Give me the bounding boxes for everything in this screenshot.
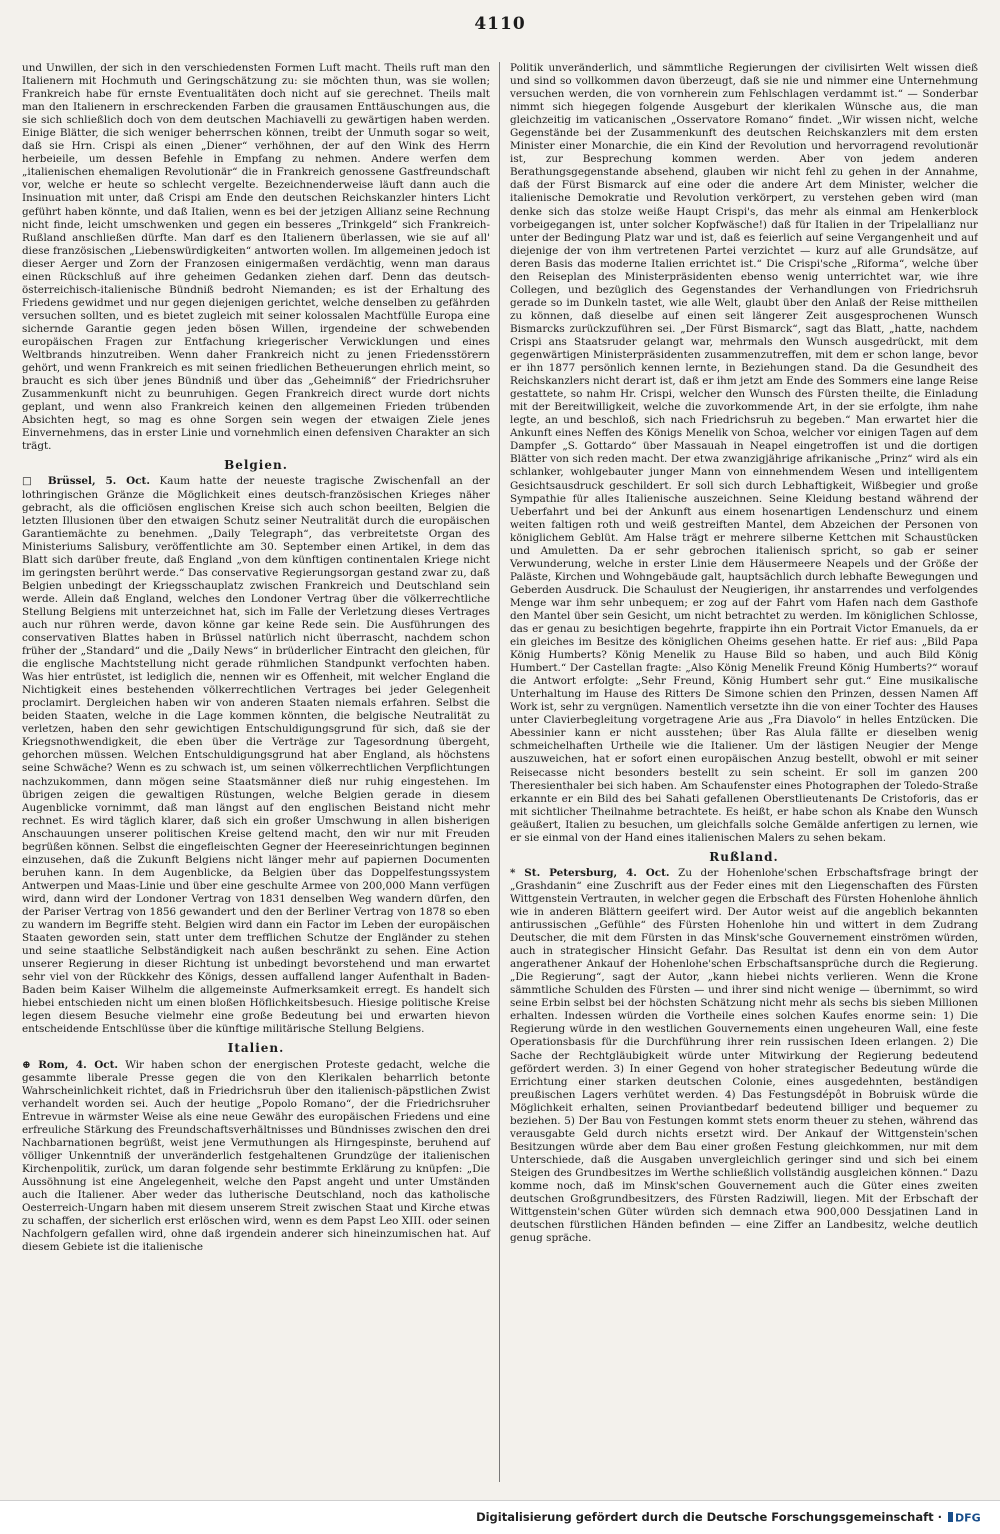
section-heading-belgien: Belgien. <box>224 458 288 473</box>
left-column <box>22 62 500 1482</box>
italien-text: Wir haben schon der energischen Proteste gedacht, welche die gesammte liberale Presse gegen die von den Klerikalen beharrlich betonte Wahrscheinlichkeit richtet, daß in Friedrichsruh über den italienisch-päpstlichen Zwist verhandelt worden sei. Auch der heutige „Popolo Romano“, der die Friedrichsruher Entrevue in wärmster Weise als eine neue Gewähr des europäischen Friedens und eine erfreuliche Stärkung des Freundschaftsverhältnisses und Bündnisses zwischen den drei Nachbarnationen begrüßt, weist jene Vermuthungen als Hirngespinste, beruhend auf völliger Unkenntniß der unveränderlich festgehaltenen Grundzüge der italienischen Kirchenpolitik, zurück, um daran folgende sehr bestimmte Erklärung zu knüpfen: „Die Aussöhnung ist eine Angelegenheit, welche den Papst angeht und unter Umständen auch die Italiener. Aber weder das lutherische Deutschland, noch das katholische Oesterreich-Ungarn haben mit diesem unserem Streit zwischen Staat und Kirche etwas zu schaffen, der sicherlich erst erlöschen wird, wenn es dem Papst Leo XIII. oder seinen Nachfolgern gefallen wird, ohne daß irgendein anderer sich hineinzumischen hat. Auf diesem Gebiete ist die italienische <box>22 1058 490 1254</box>
dfg-logo-icon <box>948 1509 986 1525</box>
belgien-article <box>22 475 490 1036</box>
right-column <box>500 62 978 1482</box>
page-number: 4110 <box>474 14 526 34</box>
article-columns <box>22 62 978 1482</box>
belgien-text: Kaum hatte der neueste tragische Zwischenfall an der lothringischen Gränze die Möglichkeit eines deutsch-französischen Krieges näher gebracht, als die officiösen englischen Kreise sich auch schon beeilten, Belgien die letzten Illusionen über den etwaigen Schutz seiner Neutralität durch die europäischen Garantiemächte zu benehmen. „Daily Telegraph“, das verbreitetste Organ des Ministeriums Salisbury, veröffentlichte am 30. September einen Artikel, in dem das Blatt sich darüber freute, daß England „von dem künftigen continentalen Kriege nicht im geringsten berührt werde.“ Das conservative Regierungsorgan gestand zwar zu, daß Belgien unbedingt der Kriegsschauplatz zwischen Frankreich und Deutschland sein werde. Allein daß England, welches den Londoner Vertrag über die völkerrechtliche Stellung Belgiens mit unterzeichnet hat, sich im Falle der Verletzung dieses Vertrages auch nur rühren werde, davon könne gar keine Rede sein. Die Ausführungen des conservativen Blattes haben in Brüssel natürlich nicht überrascht, nachdem schon früher der „Standard“ und die „Daily News“ in brüderlicher Eintracht den gleichen, für die englische Machtstellung nicht gerade rühmlichen Standpunkt verfochten haben. Was hier entrüstet, ist lediglich die, nennen wir es Offenheit, mit welcher England die Nichtigkeit eines bestehenden völkerrechtlichen Vertrages bei jeder Gelegenheit proclamirt. Dergleichen haben wir von anderen Staaten niemals erfahren. Selbst die beiden Staaten, welche in die Lage kommen könnten, die belgische Neutralität zu verletzen, haben den sehr gewichtigen Entschuldigungsgrund für sich, daß sie der Kriegsnothwendigkeit, die eben über die Verträge zur Tagesordnung übergeht, gehorchen müssen. Welchen Entschuldigungsgrund hat aber England, als höchstens seine Schwäche? Wenn es zu schwach ist, um seinen völkerrechtlichen Verpflichtungen nachzukommen, dann mögen seine Staatsmänner dieß nur ruhig eingestehen. Im übrigen zeigen die gewaltigen Rüstungen, welche Belgien gerade in diesem Augenblicke vornimmt, daß man längst auf den englischen Beistand nicht mehr rechnet. Es wird täglich klarer, daß sich ein großer Umschwung in allen bisherigen Anschauungen unserer politischen Kreise geltend macht, den wir nur mit Freuden begrüßen können. Selbst die eingefleischten Gegner der Heereseinrichtungen beginnen einzusehen, daß die Zukunft Belgiens nicht länger mehr auf papiernen Documenten beruhen kann. In dem Augenblicke, da Belgien über das Doppelfestungssystem Antwerpen und Maas-Linie und über eine geschulte Armee von 200,000 Mann verfügen wird, dann wird der Londoner Vertrag von 1831 denselben Weg wandern dürfen, den der Pariser Vertrag von 1856 gewandert und den der Berliner Vertrag von 1878 so eben zu wandern im Begriffe steht. Belgien wird dann ein Factor im Leben der europäischen Staaten geworden sein, statt unter dem trefflichen Schutze der Engländer zu stehen und seine staatliche Selbständigkeit nach außen beschränkt zu sehen. Eine Action unserer Regierung in dieser Richtung ist unbedingt bevorstehend und man erwartet sehr viel von der Rückkehr des Königs, dessen auffallend langer Aufenthalt in Baden-Baden beim Kaiser Wilhelm die allgemeinste Aufmerksamkeit erregt. Es handelt sich hiebei entschieden nicht um einen bloßen Höflichkeitsbesuch. Hiesige politische Kreise legen diesem Besuche vielmehr eine große Bedeutung bei und erwarten hievon entscheidende Entschlüsse über die künftige militärische Stellung Belgiens. <box>22 475 490 1036</box>
section-heading-italien: Italien. <box>227 1041 285 1056</box>
footer-credit: Digitalisierung gefördert durch die Deutsche Forschungsgemeinschaft · <box>476 1510 942 1524</box>
belgien-dateline: □ Brüssel, 5. Oct. <box>22 475 150 488</box>
section-heading-russland: Rußland. <box>709 849 779 864</box>
digitization-footer <box>0 1500 1000 1534</box>
intro-paragraph: und Unwillen, der sich in den verschiedensten Formen Luft macht. Theils ruft man den Italienern mit Hochmuth und Geringschätzung zu: sie möchten thun, was sie wollen; Frankreich habe für ernste Eventualitäten doch nicht auf sie gerechnet. Theils malt man den Italienern in erschreckenden Farben die grausamen Enttäuschungen aus, die sie sich schließlich doch von dem deutschen Machiavelli zu gewärtigen haben werden. Einige Blätter, die sich weniger beherrschen können, treibt der Unmuth sogar so weit, daß sie Hrn. Crispi als einen „Diener“ verhöhnen, der auf den Wink des Herrn herbeieile, um dessen Befehle in Empfang zu nehmen. Andere werfen dem „italienischen ehemaligen Revolutionär“ die in Frankreich genossene Gastfreundschaft vor, welche er heute so schlecht vergelte. Bezeichnenderweise läuft dann auch die Insinuation mit unter, daß Crispi am Ende den deutschen Reichskanzler hinters Licht geführt haben könnte, und daß Italien, wenn es bei der jetzigen Allianz seine Rechnung nicht finde, leicht umschwenken und gegen ein besseres „Trinkgeld“ sich Frankreich-Rußland anschließen dürfte. Man darf es den Italienern überlassen, wie sie auf all' diese französischen „Liebenswürdigkeiten“ antworten wollen. Im allgemeinen jedoch ist dieser Aerger und Zorn der Franzosen einigermaßen verdächtig, wenn man daraus einen Rückschluß auf ihre geheimen Gedanken ziehen darf. Denn das deutsch-österreichisch-italienische Bündniß bedroht Niemanden; es ist der Erhaltung des Friedens gewidmet und nur gegen diejenigen gerichtet, welche denselben zu gefährden versuchen sollten, und es bietet zugleich mit seiner kolossalen Machtfülle Europa eine sichernde Garantie gegen jeden bösen Willen, irgendeine der schwebenden europäischen Fragen zur Entfachung kriegerischer Verwicklungen und eines Weltbrands hinzutreiben. Wenn daher Frankreich nicht zu jenen Friedensstörern gehört, und wenn Frankreich es mit seinen friedlichen Betheuerungen ehrlich meint, so braucht es sich über jenes Bündniß und über das „Geheimniß“ der Friedrichsruher Zusammenkunft nicht zu beunruhigen. Gegen Frankreich direct wurde dort nichts geplant, und wenn also Frankreich keinen den allgemeinen Frieden trübenden Absichten hegt, so mag es ohne Sorgen sein wegen der etwaigen Ziele jenes Einvernehmens, das in erster Linie und vornehmlich einen defensiven Charakter an sich trägt. <box>22 62 490 453</box>
italien-article <box>22 1059 490 1255</box>
russland-article <box>510 867 978 1245</box>
svg-text:DFG: DFG <box>955 1511 981 1525</box>
russland-text: Zu der Hohenlohe'schen Erbschaftsfrage bringt der „Grashdanin“ eine Zuschrift aus der Feder eines mit den Liegenschaften des Fürsten Wittgenstein Vertrauten, in welcher gegen die Erbschaft des Fürsten Hohenlohe ähnlich wie in anderen Blättern geeifert wird. Der Autor weist auf die angeblich bekannten antirussischen „Gefühle“ des Fürsten Hohenlohe hin und wittert in dem Zudrang Deutscher, die mit dem Fürsten in das Minsk'sche Gouvernement einströmen würden, auch in strategischer Hinsicht Gefahr. Das Resultat ist denn ein von dem Autor angerathener Ankauf der Hohenlohe'schen Erbschaftsansprüche durch die Regierung. „Die Regierung“, sagt der Autor, „kann hiebei nichts verlieren. Wenn die Krone sämmtliche Schulden des Fürsten — und ihrer sind nicht wenige — übernimmt, so wird seine Erbin selbst bei der höchsten Schätzung nicht mehr als sechs bis sieben Millionen erhalten. Indessen würden die Vortheile eines solchen Kaufes enorme sein: 1) Die Regierung würde in den westlichen Gouvernements einen ungeheuren Wall, eine feste Operationsbasis für die Durchführung ihrer rein russischen Ideen erlangen. 2) Die Sache der Rechtgläubigkeit würde unter Mitwirkung der Regierung bedeutend gefördert werden. 3) In einer Gegend von hoher strategischer Bedeutung würde die Errichtung einer starken deutschen Colonie, eines ausgedehnten, beständigen preußischen Lagers verhütet werden. 4) Das Festungsdépôt in Bobruisk würde die Möglichkeit erhalten, seinen Proviantbedarf bedeutend billiger und bequemer zu beziehen. 5) Der Bau von Festungen kommt stets enorm theuer zu stehen, während das verausgabte Geld durch nichts ersetzt wird. Der Ankauf der Wittgenstein'schen Besitzungen würde aber dem Bau einer großen Festung gleichkommen, nur mit dem Unterschiede, daß die Ausgaben unvergleichlich geringer sind und sich bei einem Steigen des Grundbesitzes im Werthe schließlich vollständig ausgleichen können.“ Dazu komme noch, daß im Minsk'schen Gouvernement auch die Güter eines zweiten deutschen Großgrundbesitzers, des Fürsten Radziwill, liegen. Mit der Erbschaft der Wittgenstein'schen Güter würden sich demnach etwa 900,000 Dessjatinen Land in deutschen fürstlichen Händen befinden — eine Ziffer an Landbesitz, welche deutlich genug spräche. <box>510 866 978 1245</box>
italien-dateline: ⊕ Rom, 4. Oct. <box>22 1058 119 1071</box>
russland-dateline: * St. Petersburg, 4. Oct. <box>510 866 670 879</box>
italien-continuation: Politik unveränderlich, und sämmtliche Regierungen der civilisirten Welt wissen dieß und sind so vollkommen davon überzeugt, daß sie nie und nimmer eine Unternehmung versuchen werden, die von vornherein zum Fehlschlagen verdammt ist.“ — Sonderbar nimmt sich hiegegen folgende Ausgeburt der klerikalen Wünsche aus, die man gleichzeitig im vaticanischen „Osservatore Romano“ findet. „Wir wissen nicht, welche Gegenstände bei der Zusammenkunft des deutschen Reichskanzlers mit dem ersten Minister einer Monarchie, die ein Kind der Revolution und hervorragend revolutionär ist, zur Besprechung kommen werden. Aber von jedem anderen Berathungsgegenstande absehend, glauben wir nicht fehl zu gehen in der Annahme, daß der Fürst Bismarck auf eine oder die andere Art dem Minister, welcher die italienische Demokratie und Revolution verkörpert, zu verstehen geben wird (man denke sich das stolze weiße Haupt Crispi's, das mehr als einmal am Henkerblock vorbeigegangen ist, unter solcher Kopfwäsche!) daß für Italien in der Tripelallianz nur unter der Bedingung Platz war und ist, daß es feierlich auf seine Vergangenheit und auf diejenige der von ihm vertretenen Partei verzichtet — kurz auf alle Grundsätze, auf deren Basis das moderne Italien errichtet ist.“ Die Crispi'sche „Riforma“, welche über den Reiseplan des Ministerpräsidenten ebenso wenig unterrichtet war, wie ihre Collegen, und bezüglich des Gegenstandes der Verhandlungen von Friedrichsruh gerade so im Dunkeln tastet, wie alle Welt, glaubt über den Anlaß der Reise mittheilen zu können, daß dieselbe auf einen seit längerer Zeit ausgesprochenen Wunsch Bismarcks zurückzuführen sei. „Der Fürst Bismarck“, sagt das Blatt, „hatte, nachdem Crispi ans Staatsruder gelangt war, mehrmals den Wunsch ausgedrückt, mit dem gegenwärtigen Ministerpräsidenten zusammenzutreffen, mit dem er schon lange, bevor er ihn 1877 persönlich kennen lernte, in Beziehungen stand. Da die Gesundheit des Reichskanzlers nicht derart ist, daß er ihm jetzt am Ende des Sommers eine lange Reise gestattete, so nahm Hr. Crispi, welcher den Wunsch des Fürsten theilte, die Einladung mit der Bereitwilligkeit, welche die zuvorkommende Art, in der sie erfolgte, ihm nahe legte, an und beschloß, sich nach Friedrichsruh zu begeben.“ Man erwartet hier die Ankunft eines Neffen des Königs Menelik von Schoa, welcher vor einigen Tagen auf dem Dampfer „S. Gottardo“ über Massauah in Neapel eingetroffen ist und die dortigen Blätter von sich reden macht. Der etwa zwanzigjährige afrikanische „Prinz“ wird als ein schlanker, wohlgebauter junger Mann von einnehmendem Wesen und intelligentem Gesichtsausdruck geschildert. Er soll sich durch Lebhaftigkeit, Wißbegier und große Sympathie für alles Italienische auszeichnen. Seine Kleidung bestand während der Ueberfahrt und bei der Ankunft aus einem hosenartigen Lendenschurz und einem weiten faltigen roth und weiß gestreiften Mantel, dem Abzeichen der Personen von königlichem Geblüt. Am Halse trägt er mehrere silberne Kettchen mit Schaustücken und Amuletten. Da er sehr gebrochen italienisch spricht, so gab er seiner Verwunderung, welche in erster Linie dem Häusermeere Neapels und der Größe der Paläste, Kirchen und Wohngebäude galt, hauptsächlich durch lebhafte Bewegungen und Geberden Ausdruck. Die Schaulust der Neugierigen, ihr anstarrendes und verfolgendes Menge war ihm sehr unbequem; er zog auf der Fahrt vom Hafen nach dem Gasthofe den Mantel über sein Gesicht, um nicht betrachtet zu werden. Im königlichen Schlosse, das er genau zu besichtigen begehrte, frappirte ihn ein Portrait Victor Emanuels, da er ein gleiches im Besitze des königlichen Oheims gesehen hatte. Er rief aus: „Bild Papa König Humberts? König Menelik zu Hause Bild so haben, und auch Bild König Humbert.“ Der Castellan fragte: „Also König Menelik Freund König Humberts?“ worauf die Antwort erfolgte: „Sehr Freund, König Humbert sehr gut.“ Eine musikalische Unterhaltung im Hause des Ritters De Simone schien den Prinzen, dessen Namen Aff Work ist, sehr zu vergnügen. Namentlich versetzte ihn die von einer Tochter des Hauses unter Clavierbegleitung vorgetragene Arie aus „Fra Diavolo“ in helles Entzücken. Die Abessinier kann er nicht ausstehen; über Ras Alula fällte er dieselben wenig schmeichelhaften Urtheile wie die Italiener. Um der lästigen Neugier der Menge auszuweichen, hat er sofort einen europäischen Anzug bestellt, obwohl er mit seiner Reisecasse nicht besonders bestellt zu sein scheint. Er soll im ganzen 200 Theresienthaler bei sich haben. Am Schaufenster eines Photographen der Toledo-Straße erkannte er ein Bild des bei Sahati gefallenen Oberstlieutenants De Cristoforis, das er mit sichtlicher Theilnahme betrachtete. Es heißt, er habe schon als Knabe den Wunsch geäußert, Italien zu besuchen, um gleichfalls solche Gemälde anfertigen zu lernen, wie er sie einmal von der Hand eines italienischen Malers zu sehen bekam. <box>510 62 978 844</box>
